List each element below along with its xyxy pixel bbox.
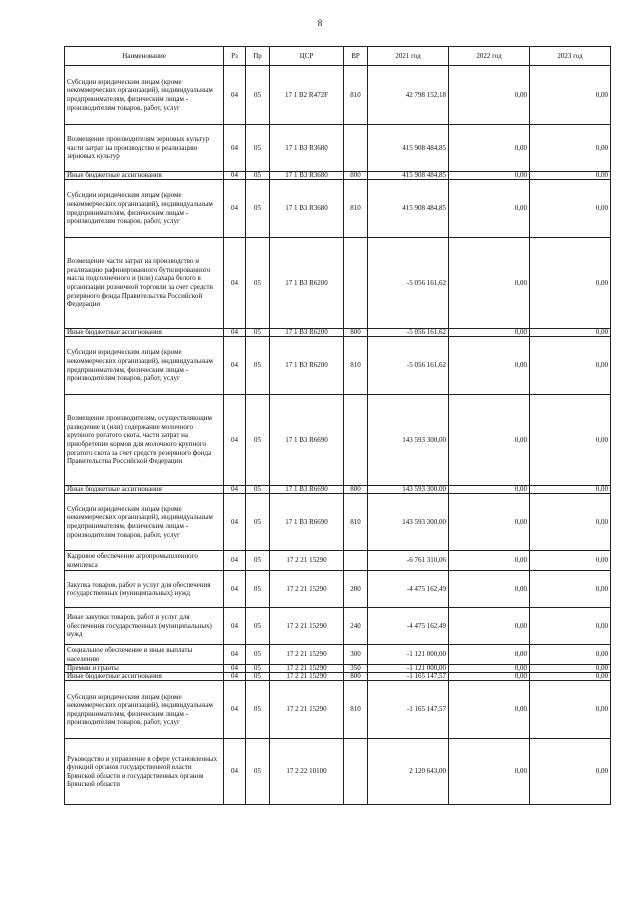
- table-row: [65, 551, 611, 571]
- row-vr: 800: [344, 673, 368, 681]
- header-vr: ВР: [344, 47, 368, 66]
- row-2021: -1 121 000,00: [368, 645, 449, 665]
- row-2021: 415 908 484,85: [368, 125, 449, 172]
- row-vr: [344, 238, 368, 329]
- row-2023: 0,00: [530, 337, 611, 395]
- table-row: [65, 172, 611, 180]
- row-2022: 0,00: [449, 681, 530, 739]
- row-2022: 0,00: [449, 125, 530, 172]
- row-name: Субсидии юридическим лицам (кроме некоммерческих организаций), индивидуальным предпринимателям, физическим лицам - производителям товаров, работ, услуг: [65, 337, 224, 395]
- row-csr: 17 1 В2 R472F: [270, 66, 344, 125]
- row-rz: 04: [224, 395, 246, 486]
- row-name: Премии и гранты: [65, 665, 224, 673]
- row-rz: 04: [224, 180, 246, 238]
- row-rz: 04: [224, 739, 246, 805]
- row-2021: -1 165 147,57: [368, 673, 449, 681]
- row-pr: 05: [246, 739, 270, 805]
- row-2021: -1 121 000,00: [368, 665, 449, 673]
- row-vr: [344, 395, 368, 486]
- row-2021: 143 593 300,00: [368, 395, 449, 486]
- row-2021: -4 475 162,49: [368, 608, 449, 645]
- row-2022: 0,00: [449, 645, 530, 665]
- row-csr: 17 1 В3 R3680: [270, 180, 344, 238]
- row-2023: 0,00: [530, 665, 611, 673]
- row-2022: 0,00: [449, 238, 530, 329]
- row-2022: 0,00: [449, 395, 530, 486]
- row-vr: 800: [344, 486, 368, 494]
- row-name: Иные бюджетные ассигнования: [65, 486, 224, 494]
- row-2023: 0,00: [530, 608, 611, 645]
- row-2022: 0,00: [449, 608, 530, 645]
- row-2023: 0,00: [530, 395, 611, 486]
- page-number: 8: [317, 18, 323, 28]
- row-vr: 200: [344, 571, 368, 608]
- row-2023: 0,00: [530, 551, 611, 571]
- row-name: Социальное обеспечение и иные выплаты населению: [65, 645, 224, 665]
- row-rz: 04: [224, 125, 246, 172]
- row-2021: -5 056 161,62: [368, 337, 449, 395]
- row-2021: 143 593 300,00: [368, 494, 449, 551]
- row-vr: [344, 739, 368, 805]
- row-rz: 04: [224, 571, 246, 608]
- row-csr: 17 2 21 15290: [270, 681, 344, 739]
- row-name: Иные закупки товаров, работ и услуг для обеспечения государственных (муниципальных) нужд: [65, 608, 224, 645]
- table-row: [65, 645, 611, 665]
- row-2022: 0,00: [449, 665, 530, 673]
- header-name: Наименование: [65, 47, 224, 66]
- row-rz: 04: [224, 645, 246, 665]
- row-name: Субсидии юридическим лицам (кроме некоммерческих организаций), индивидуальным предпринимателям, физическим лицам - производителям товаров, работ, услуг: [65, 681, 224, 739]
- row-rz: 04: [224, 172, 246, 180]
- row-csr: 17 2 21 15290: [270, 645, 344, 665]
- row-2023: 0,00: [530, 486, 611, 494]
- row-2022: 0,00: [449, 180, 530, 238]
- table-row: [65, 571, 611, 608]
- row-rz: 04: [224, 551, 246, 571]
- row-rz: 04: [224, 238, 246, 329]
- row-2022: 0,00: [449, 494, 530, 551]
- table-row: [65, 238, 611, 329]
- row-rz: 04: [224, 329, 246, 337]
- row-vr: 800: [344, 329, 368, 337]
- row-pr: 05: [246, 673, 270, 681]
- row-pr: 05: [246, 486, 270, 494]
- table-row: [65, 681, 611, 739]
- row-2023: 0,00: [530, 645, 611, 665]
- table-body: [65, 66, 611, 805]
- table-row: [65, 486, 611, 494]
- row-name: Иные бюджетные ассигнования: [65, 329, 224, 337]
- table-row: [65, 494, 611, 551]
- row-csr: 17 1 В3 R6200: [270, 329, 344, 337]
- table-row: [65, 180, 611, 238]
- row-csr: 17 2 22 10100: [270, 739, 344, 805]
- row-2022: 0,00: [449, 486, 530, 494]
- table-row: [65, 329, 611, 337]
- row-vr: [344, 125, 368, 172]
- row-csr: 17 2 21 15290: [270, 673, 344, 681]
- row-pr: 05: [246, 238, 270, 329]
- row-pr: 05: [246, 494, 270, 551]
- row-vr: 810: [344, 337, 368, 395]
- row-name: Кадровое обеспечение агропромышленного комплекса: [65, 551, 224, 571]
- row-2021: 42 798 152,18: [368, 66, 449, 125]
- row-csr: 17 1 В3 R3680: [270, 125, 344, 172]
- row-pr: 05: [246, 329, 270, 337]
- table-row: [65, 125, 611, 172]
- row-pr: 05: [246, 551, 270, 571]
- header-2022: 2022 год: [449, 47, 530, 66]
- row-2021: -1 165 147,57: [368, 681, 449, 739]
- row-pr: 05: [246, 571, 270, 608]
- row-vr: 810: [344, 66, 368, 125]
- row-rz: 04: [224, 486, 246, 494]
- row-rz: 04: [224, 494, 246, 551]
- row-rz: 04: [224, 665, 246, 673]
- row-csr: 17 1 В3 R3680: [270, 172, 344, 180]
- row-vr: 810: [344, 180, 368, 238]
- row-2022: 0,00: [449, 337, 530, 395]
- row-2021: -4 475 162,49: [368, 571, 449, 608]
- row-rz: 04: [224, 66, 246, 125]
- row-2023: 0,00: [530, 172, 611, 180]
- row-2023: 0,00: [530, 739, 611, 805]
- row-2021: 415 908 484,85: [368, 180, 449, 238]
- row-vr: 810: [344, 681, 368, 739]
- row-vr: 240: [344, 608, 368, 645]
- row-rz: 04: [224, 608, 246, 645]
- row-2023: 0,00: [530, 180, 611, 238]
- row-vr: [344, 551, 368, 571]
- row-name: Возмещение части затрат на производство и реализацию рафинированного бутилированного масла подсолнечного и (или) сахара белого в организации розничной торговли за счет средств резервного фонда Правительства Российской Федерации: [65, 238, 224, 329]
- row-2023: 0,00: [530, 681, 611, 739]
- row-csr: 17 1 В3 R6690: [270, 494, 344, 551]
- row-name: Руководство и управление в сфере установленных функций органов государственной власти Брянской области и государственных органов Брянской области: [65, 739, 224, 805]
- row-pr: 05: [246, 681, 270, 739]
- table-row: [65, 673, 611, 681]
- row-pr: 05: [246, 172, 270, 180]
- row-2022: 0,00: [449, 66, 530, 125]
- row-name: Иные бюджетные ассигнования: [65, 673, 224, 681]
- row-csr: 17 1 В3 R6690: [270, 395, 344, 486]
- row-2021: 143 593 300,00: [368, 486, 449, 494]
- row-pr: 05: [246, 337, 270, 395]
- row-name: Закупка товаров, работ и услуг для обеспечения государственных (муниципальных) нужд: [65, 571, 224, 608]
- row-name: Возмещение производителям зерновых культур части затрат на производство и реализацию зерновых культур: [65, 125, 224, 172]
- row-name: Субсидии юридическим лицам (кроме некоммерческих организаций), индивидуальным предпринимателям, физическим лицам - производителям товаров, работ, услуг: [65, 180, 224, 238]
- row-pr: 05: [246, 125, 270, 172]
- row-csr: 17 1 В3 R6200: [270, 238, 344, 329]
- row-csr: 17 2 21 15290: [270, 551, 344, 571]
- header-2021: 2021 год: [368, 47, 449, 66]
- table-row: [65, 395, 611, 486]
- row-vr: 350: [344, 665, 368, 673]
- row-2023: 0,00: [530, 125, 611, 172]
- header-2023: 2023 год: [530, 47, 611, 66]
- header-pr: Пр: [246, 47, 270, 66]
- row-vr: 800: [344, 172, 368, 180]
- row-rz: 04: [224, 681, 246, 739]
- row-2021: 2 120 643,00: [368, 739, 449, 805]
- header-rz: Рз: [224, 47, 246, 66]
- row-2023: 0,00: [530, 329, 611, 337]
- table-row: [65, 66, 611, 125]
- row-pr: 05: [246, 608, 270, 645]
- row-2022: 0,00: [449, 551, 530, 571]
- header-row: [65, 47, 611, 66]
- row-pr: 05: [246, 395, 270, 486]
- row-csr: 17 2 21 15290: [270, 608, 344, 645]
- row-2021: -5 056 161,62: [368, 238, 449, 329]
- row-2023: 0,00: [530, 673, 611, 681]
- row-2021: 415 908 484,85: [368, 172, 449, 180]
- row-pr: 05: [246, 645, 270, 665]
- table-row: [65, 608, 611, 645]
- row-pr: 05: [246, 66, 270, 125]
- row-2022: 0,00: [449, 739, 530, 805]
- row-name: Субсидии юридическим лицам (кроме некоммерческих организаций), индивидуальным предпринимателям, физическим лицам - производителям товаров, работ, услуг: [65, 66, 224, 125]
- row-pr: 05: [246, 665, 270, 673]
- row-pr: 05: [246, 180, 270, 238]
- row-name: Возмещение производителям, осуществляющим разведение и (или) содержание молочного крупного рогатого скота, части затрат на приобретение кормов для молочного крупного рогатого скота за счет средств резервного фонда Правительства Российской Федерации: [65, 395, 224, 486]
- row-rz: 04: [224, 673, 246, 681]
- budget-table: [64, 46, 611, 805]
- row-2021: -6 761 310,06: [368, 551, 449, 571]
- row-csr: 17 1 В3 R6690: [270, 486, 344, 494]
- row-2022: 0,00: [449, 172, 530, 180]
- table-row: [65, 337, 611, 395]
- row-2023: 0,00: [530, 66, 611, 125]
- row-vr: 810: [344, 494, 368, 551]
- row-name: Субсидии юридическим лицам (кроме некоммерческих организаций), индивидуальным предпринимателям, физическим лицам - производителям товаров, работ, услуг: [65, 494, 224, 551]
- row-vr: 300: [344, 645, 368, 665]
- row-2022: 0,00: [449, 329, 530, 337]
- row-csr: 17 2 21 15290: [270, 571, 344, 608]
- row-2023: 0,00: [530, 494, 611, 551]
- row-csr: 17 2 21 15290: [270, 665, 344, 673]
- row-2022: 0,00: [449, 571, 530, 608]
- table-row: [65, 739, 611, 805]
- row-2021: -5 056 161,62: [368, 329, 449, 337]
- row-name: Иные бюджетные ассигнования: [65, 172, 224, 180]
- row-2023: 0,00: [530, 571, 611, 608]
- header-csr: ЦСР: [270, 47, 344, 66]
- row-2022: 0,00: [449, 673, 530, 681]
- row-rz: 04: [224, 337, 246, 395]
- row-2023: 0,00: [530, 238, 611, 329]
- row-csr: 17 1 В3 R6200: [270, 337, 344, 395]
